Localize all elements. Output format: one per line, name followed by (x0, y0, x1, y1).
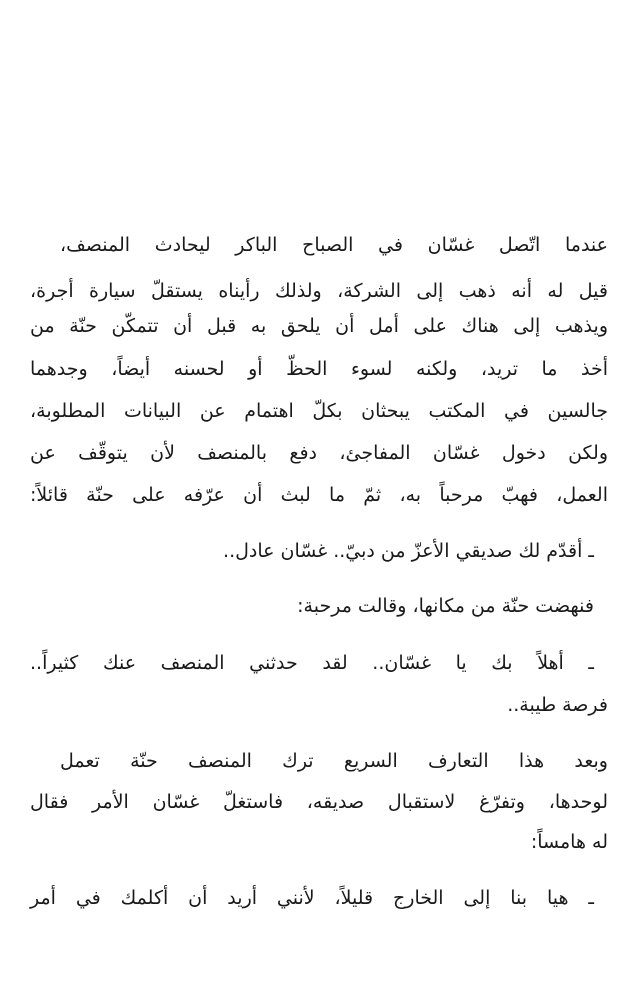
dialogue-line: ـ أقدّم لك صديقي الأعزّ من دبيّ.. غسّان عادل.. (223, 540, 594, 562)
text-line: له هامساً: (530, 831, 608, 853)
text-line: قيل له أنه ذهب إلى الشركة، ولذلك رأيناه يستقلّ سيارة أجرة، (30, 280, 608, 302)
text-line: لوحدها، وتفرّغ لاستقبال صديقه، فاستغلّ غسّان الأمر فقال (30, 791, 608, 813)
dialogue-line: ـ هيا بنا إلى الخارج قليلاً، لأنني أريد أن أكلمك في أمر (30, 887, 594, 909)
text-line: فنهضت حنّة من مكانها، وقالت مرحبة: (297, 595, 594, 617)
text-line: أخذ ما تريد، ولكنه لسوء الحظّ أو لحسنه أيضاً، وجدهما (30, 358, 608, 380)
text-line: عندما اتّصل غسّان في الصباح الباكر ليحادث المنصف، (60, 234, 608, 256)
text-line: وبعد هذا التعارف السريع ترك المنصف حنّة تعمل (60, 750, 608, 772)
dialogue-line: ـ أهلاً بك يا غسّان.. لقد حدثني المنصف عنك كثيراً.. (30, 652, 594, 674)
text-line: جالسين في المكتب يبحثان بكلّ اهتمام عن البيانات المطلوبة، (30, 400, 608, 422)
text-line: ويذهب إلى هناك على أمل أن يلحق به قبل أن تتمكّن حنّة من (30, 315, 608, 337)
text-line: فرصة طيبة.. (507, 694, 608, 716)
text-line: ولكن دخول غسّان المفاجئ، دفع بالمنصف لأن يتوقّف عن (30, 442, 608, 464)
text-line: العمل، فهبّ مرحباً به، ثمّ ما لبث أن عرّفه على حنّة قائلاً: (30, 484, 608, 506)
